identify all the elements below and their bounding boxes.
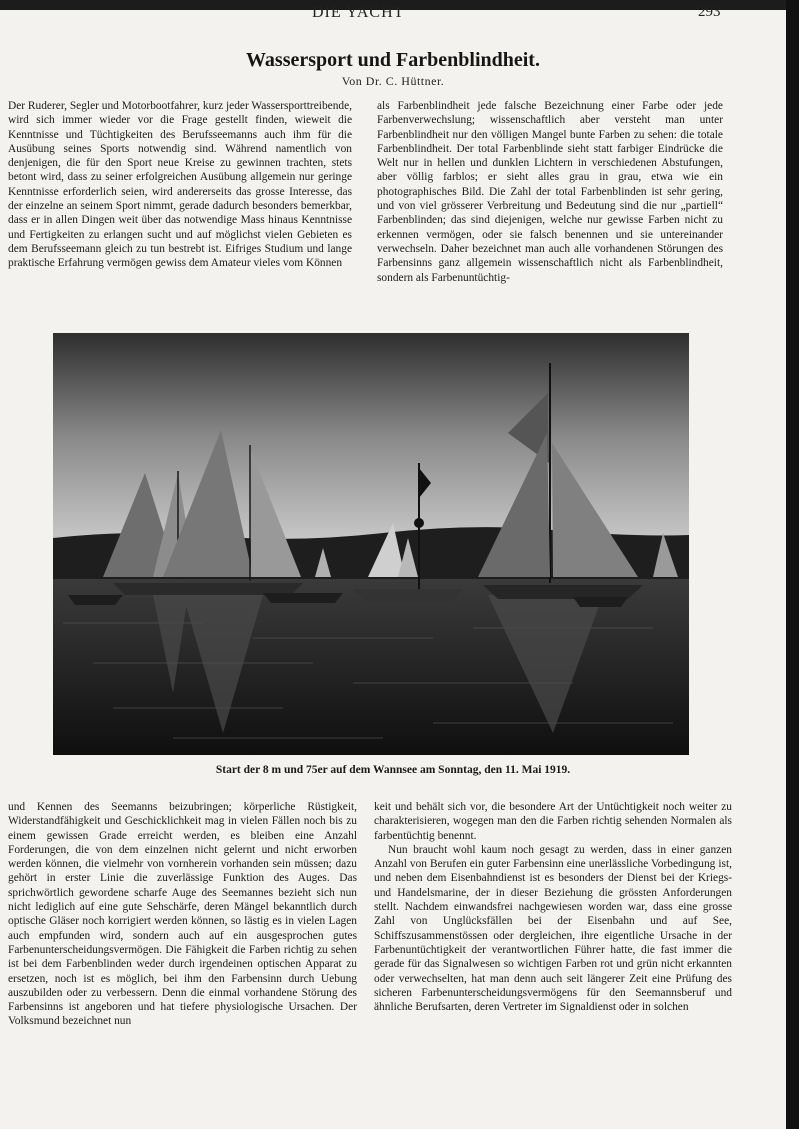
article-byline: Von Dr. C. Hüttner. (341, 74, 445, 88)
page-number: 293 (698, 4, 721, 20)
text-column-bottom-right (374, 800, 732, 1014)
paragraph: als Farbenblindheit jede falsche Bezeichnung einer Farbe oder jede Farbenverwechslung; wissenschaftlich aber versteht man unter Farbenblindheit nur den völligen Mangel bunte Farben zu sehen: die totale Farbenblindheit. Der total Farbenblinde sieht statt farbiger Eindrücke die Welt nur in hellen und dunklen Lichtern in verschiedenen Abstufungen, aber völlig farblos; er sieht alles grau in grau, etwa wie ein photographisches Bild. Die Zahl der total Farbenblinden ist sehr gering, und von viel grösserer Verbreitung und Bedeutung sind die nur „partiell“ Farbenblinden; das sind diejenigen, welche nur gewisse Farben nicht zu erkennen vermögen, oder sie falsch benennen und sie untereinander verwechseln. Daher bezeichnet man auch alle vorhandenen Störungen des Farbensinns ganz allgemein wissenschaftlich nicht als Farbenblindheit, sondern als Farbenuntüchtig- (377, 100, 723, 284)
running-title: DIE YACHT (312, 4, 405, 21)
text-column-top-right (377, 99, 723, 285)
running-header (0, 3, 786, 23)
photo-caption: Start der 8 m und 75er auf dem Wannsee am Sonntag, den 11. Mai 1919. (215, 764, 571, 776)
text-column-top-left (8, 99, 352, 271)
paragraph: Nun braucht wohl kaum noch gesagt zu werden, dass in einer ganzen Anzahl von Berufen ein guter Farbensinn eine unerlässliche Vorbedingung ist, und neben dem Eisenbahndienst ist es besonders der Dienst bei der Kriegs- und Handelsmarine, der in dieser Beziehung die grössten Anforderungen stellt. Nachdem einwandsfrei nachgewiesen worden war, dass eine grosse Zahl von Unglücksfällen bei der Eisenbahn und auf See, Schiffszusammenstössen oder dergleichen, ihre eigentliche Ursache in der Farbenuntüchtigkeit der verantwortlichen Führer hatte, die fast immer die gerade für das Signalwesen so wichtigen Farben rot und grün nicht erkannten oder verwechselten, hat man denn auch seit längerer Zeit eine Prüfung des sicheren Farbenunterscheidungsvermögens für den Seemannsberuf und ähnliche Berufsarten, deren Vertreter im Signaldienst oder in solchen (374, 843, 732, 1014)
paragraph: und Kennen des Seemanns beizubringen; körperliche Rüstigkeit, Widerstandfähigkeit und Geschicklichkeit mag in vielen Fällen noch bis zu einem gewissen Grade erreicht werden, es bleiben eine Anzahl Forderungen, die von dem einzelnen nicht gelernt und nicht erworben werden können, die vielmehr von vornherein vorhanden sein müssen; dazu gehört in erster Linie die zuverlässige Funktion des Auges. Das sprichwörtlich gewordene scharfe Auge des Seemannes bezieht sich nun nicht lediglich auf eine gute Sehschärfe, deren Mängel bekanntlich durch optische Gläser noch korrigiert werden können, so lästig es in vielen Lagen auch empfunden wird, sondern auch auf ein ausgesprochen gutes Farbenunterscheidungsvermögen. Die Fähigkeit die Farben richtig zu sehen ist bei dem Farbenblinden weder durch irgendeinen optischen Apparat zu ersetzen, noch ist es möglich, bei ihm den Farbensinn durch Uebung auszubilden oder zu verbessern. Denn die einmal vorhandene Störung des Farbensinns ist angeboren und hat tiefere physiologische Ursachen. Der Volksmund bezeichnet nun (8, 801, 357, 1028)
paragraph: keit und behält sich vor, die besondere Art der Untüchtigkeit noch weiter zu charakterisieren, wogegen man den die Farben richtig sehenden Normalen als farbentüchtig benennt. (374, 801, 732, 842)
article-title: Wassersport und Farbenblindheit. (246, 49, 540, 71)
paragraph: Der Ruderer, Segler und Motorbootfahrer, kurz jeder Wassersporttreibende, wird sich immer wieder vor die Frage gestellt finden, wieweit die Kenntnisse und Tüchtigkeiten des Berufsseemanns auch ihm für die Ausübung seines Sports notwendig sind. Während namentlich von denjenigen, die für den Sport neue Kreise zu gewinnen trachten, stets betont wird, dass zu seiner erfolgreichen Ausübung allgemein nur geringe Kenntnisse erforderlich seien, wird andererseits das grosse Interesse, das der einzelne an seinem Sport nimmt, gerade dadurch besonders bemerkbar, dass er in allen Dingen weit über das notwendige Mass hinaus Kenntnisse und Fertigkeiten zu erlangen sucht und auf möglichst vielen Gebieten es dem Berufsseemann gleich zu tun bestrebt ist. Eifriges Studium und lange praktische Erfahrung vermögen gewiss dem Amateur vieles vom Können (8, 100, 352, 270)
scan-right-edge (786, 0, 799, 1129)
regatta-photo (53, 333, 689, 755)
text-column-bottom-left (8, 800, 357, 1029)
